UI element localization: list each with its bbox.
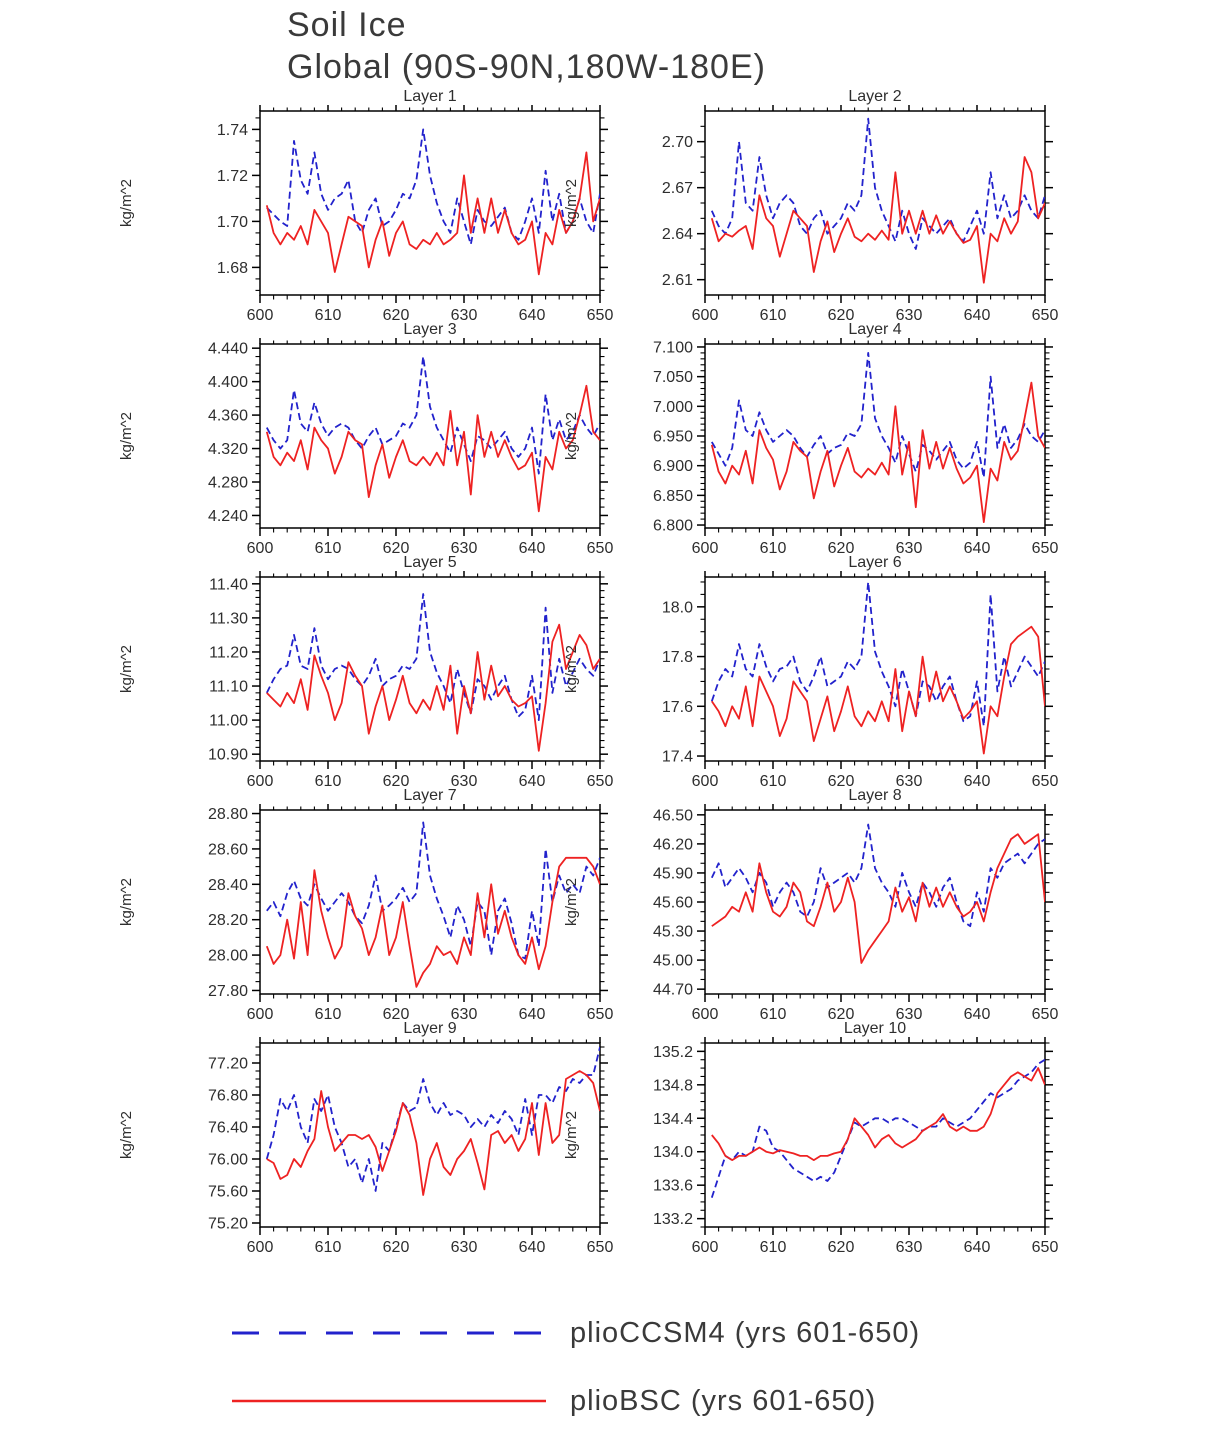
legend-label-plioCCSM4: plioCCSM4 (yrs 601-650) — [570, 1316, 921, 1349]
svg-text:620: 620 — [382, 307, 410, 321]
layer-8-chart — [560, 786, 1065, 1020]
svg-text:610: 610 — [759, 540, 787, 554]
svg-text:75.20: 75.20 — [207, 1215, 248, 1233]
svg-text:28.20: 28.20 — [207, 912, 248, 930]
svg-text:620: 620 — [827, 307, 855, 321]
svg-text:Layer 8: Layer 8 — [848, 787, 902, 804]
svg-text:620: 620 — [827, 1006, 855, 1020]
svg-text:630: 630 — [895, 307, 923, 321]
svg-text:650: 650 — [1031, 540, 1059, 554]
svg-text:4.320: 4.320 — [207, 441, 248, 459]
svg-text:620: 620 — [382, 540, 410, 554]
svg-text:45.60: 45.60 — [652, 894, 693, 912]
svg-text:7.050: 7.050 — [652, 369, 693, 387]
svg-text:650: 650 — [586, 540, 614, 554]
svg-text:610: 610 — [314, 1006, 342, 1020]
svg-text:6.900: 6.900 — [652, 458, 693, 476]
svg-text:2.64: 2.64 — [661, 226, 693, 244]
svg-text:17.8: 17.8 — [661, 649, 693, 667]
svg-text:kg/m^2: kg/m^2 — [563, 179, 580, 227]
svg-text:kg/m^2: kg/m^2 — [563, 645, 580, 693]
svg-text:11.40: 11.40 — [209, 576, 248, 594]
page-title-line1: Soil Ice — [287, 6, 407, 44]
svg-text:Layer 1: Layer 1 — [403, 88, 457, 105]
svg-text:28.80: 28.80 — [207, 806, 248, 824]
svg-text:650: 650 — [586, 1006, 614, 1020]
svg-text:4.280: 4.280 — [207, 474, 248, 492]
svg-text:Layer 6: Layer 6 — [848, 554, 902, 571]
svg-text:630: 630 — [895, 540, 923, 554]
svg-text:4.400: 4.400 — [207, 374, 248, 392]
svg-text:640: 640 — [518, 1006, 546, 1020]
svg-text:650: 650 — [586, 307, 614, 321]
svg-text:134.0: 134.0 — [652, 1144, 693, 1162]
svg-text:134.4: 134.4 — [652, 1110, 693, 1128]
svg-text:600: 600 — [246, 773, 274, 787]
layer-9-chart — [115, 1019, 620, 1253]
svg-text:620: 620 — [382, 1006, 410, 1020]
svg-text:1.72: 1.72 — [216, 167, 248, 185]
svg-text:610: 610 — [759, 307, 787, 321]
svg-text:610: 610 — [314, 1239, 342, 1253]
svg-text:600: 600 — [246, 1006, 274, 1020]
svg-text:6.800: 6.800 — [652, 517, 693, 535]
svg-text:kg/m^2: kg/m^2 — [563, 412, 580, 460]
svg-text:610: 610 — [759, 773, 787, 787]
svg-text:45.90: 45.90 — [652, 865, 693, 883]
legend — [230, 1310, 1130, 1446]
svg-text:620: 620 — [827, 540, 855, 554]
svg-text:630: 630 — [450, 773, 478, 787]
svg-text:650: 650 — [1031, 1006, 1059, 1020]
svg-text:Layer 4: Layer 4 — [848, 321, 902, 338]
svg-text:18.0: 18.0 — [661, 599, 693, 617]
svg-text:620: 620 — [827, 1239, 855, 1253]
layer-2-chart — [560, 87, 1065, 321]
svg-text:28.40: 28.40 — [207, 876, 248, 894]
layer-3-chart — [115, 320, 620, 554]
svg-text:kg/m^2: kg/m^2 — [118, 645, 135, 693]
svg-text:640: 640 — [963, 773, 991, 787]
svg-text:610: 610 — [759, 1239, 787, 1253]
svg-text:630: 630 — [450, 307, 478, 321]
svg-text:650: 650 — [1031, 773, 1059, 787]
svg-text:2.67: 2.67 — [661, 180, 693, 198]
svg-text:650: 650 — [586, 1239, 614, 1253]
legend-label-plioBSC: plioBSC (yrs 601-650) — [570, 1384, 877, 1417]
svg-text:11.20: 11.20 — [209, 644, 248, 662]
svg-text:630: 630 — [895, 773, 923, 787]
svg-text:610: 610 — [314, 540, 342, 554]
svg-text:11.30: 11.30 — [209, 610, 248, 628]
svg-text:7.000: 7.000 — [652, 398, 693, 416]
page-title-line2: Global (90S-90N,180W-180E) — [287, 48, 766, 86]
svg-text:6.950: 6.950 — [652, 428, 693, 446]
layer-7-chart — [115, 786, 620, 1020]
svg-text:6.850: 6.850 — [652, 487, 693, 505]
svg-text:2.70: 2.70 — [661, 134, 693, 152]
svg-text:4.360: 4.360 — [207, 407, 248, 425]
svg-text:11.00: 11.00 — [209, 712, 248, 730]
svg-text:Layer 5: Layer 5 — [403, 554, 457, 571]
svg-text:28.00: 28.00 — [207, 947, 248, 965]
svg-text:600: 600 — [246, 1239, 274, 1253]
svg-text:650: 650 — [1031, 1239, 1059, 1253]
layer-5-chart — [115, 553, 620, 787]
svg-text:640: 640 — [518, 540, 546, 554]
layer-4-chart — [560, 320, 1065, 554]
svg-text:630: 630 — [450, 1006, 478, 1020]
svg-text:620: 620 — [382, 773, 410, 787]
svg-text:kg/m^2: kg/m^2 — [118, 1111, 135, 1159]
svg-text:640: 640 — [963, 1006, 991, 1020]
svg-text:630: 630 — [450, 1239, 478, 1253]
svg-text:kg/m^2: kg/m^2 — [118, 412, 135, 460]
svg-text:600: 600 — [691, 773, 719, 787]
svg-text:45.00: 45.00 — [652, 952, 693, 970]
svg-text:630: 630 — [895, 1006, 923, 1020]
svg-text:630: 630 — [450, 540, 478, 554]
svg-text:4.440: 4.440 — [207, 340, 248, 358]
svg-text:650: 650 — [586, 773, 614, 787]
svg-text:27.80: 27.80 — [207, 982, 248, 1000]
svg-text:600: 600 — [691, 307, 719, 321]
svg-text:Layer 3: Layer 3 — [403, 321, 457, 338]
dashed-line-sample-icon — [230, 1328, 548, 1338]
svg-text:610: 610 — [314, 773, 342, 787]
legend-item-plioBSC — [230, 1378, 1130, 1424]
svg-text:Layer 7: Layer 7 — [403, 787, 457, 804]
svg-text:640: 640 — [518, 307, 546, 321]
svg-text:134.8: 134.8 — [652, 1077, 693, 1095]
svg-text:1.70: 1.70 — [216, 213, 248, 231]
svg-text:77.20: 77.20 — [207, 1055, 248, 1073]
svg-text:4.240: 4.240 — [207, 507, 248, 525]
layer-6-chart — [560, 553, 1065, 787]
page-title — [287, 4, 766, 88]
svg-text:640: 640 — [518, 1239, 546, 1253]
svg-text:1.68: 1.68 — [216, 259, 248, 277]
svg-text:600: 600 — [691, 1006, 719, 1020]
svg-text:kg/m^2: kg/m^2 — [563, 878, 580, 926]
svg-text:17.6: 17.6 — [661, 698, 693, 716]
svg-text:46.20: 46.20 — [652, 836, 693, 854]
svg-text:620: 620 — [827, 773, 855, 787]
svg-text:76.80: 76.80 — [207, 1087, 248, 1105]
svg-text:Layer 2: Layer 2 — [848, 88, 902, 105]
svg-text:kg/m^2: kg/m^2 — [118, 179, 135, 227]
svg-text:610: 610 — [314, 307, 342, 321]
svg-text:640: 640 — [963, 307, 991, 321]
legend-item-plioCCSM4 — [230, 1310, 1130, 1356]
svg-text:620: 620 — [382, 1239, 410, 1253]
svg-text:600: 600 — [246, 307, 274, 321]
svg-text:Layer 9: Layer 9 — [403, 1020, 457, 1037]
svg-text:17.4: 17.4 — [661, 748, 693, 766]
svg-text:75.60: 75.60 — [207, 1183, 248, 1201]
svg-text:76.00: 76.00 — [207, 1151, 248, 1169]
svg-text:11.10: 11.10 — [209, 678, 248, 696]
svg-text:Layer 10: Layer 10 — [843, 1020, 907, 1037]
svg-text:kg/m^2: kg/m^2 — [563, 1111, 580, 1159]
solid-line-sample-icon — [230, 1396, 548, 1406]
layer-10-chart — [560, 1019, 1065, 1253]
svg-text:7.100: 7.100 — [652, 339, 693, 357]
svg-text:610: 610 — [759, 1006, 787, 1020]
svg-text:133.2: 133.2 — [652, 1211, 693, 1229]
svg-text:45.30: 45.30 — [652, 923, 693, 941]
svg-text:630: 630 — [895, 1239, 923, 1253]
svg-text:650: 650 — [1031, 307, 1059, 321]
svg-text:kg/m^2: kg/m^2 — [118, 878, 135, 926]
svg-text:10.90: 10.90 — [207, 746, 248, 764]
svg-text:640: 640 — [518, 773, 546, 787]
svg-text:640: 640 — [963, 540, 991, 554]
svg-text:600: 600 — [246, 540, 274, 554]
svg-text:44.70: 44.70 — [652, 981, 693, 999]
svg-text:133.6: 133.6 — [652, 1177, 693, 1195]
svg-text:28.60: 28.60 — [207, 841, 248, 859]
svg-text:600: 600 — [691, 540, 719, 554]
svg-text:76.40: 76.40 — [207, 1119, 248, 1137]
svg-text:46.50: 46.50 — [652, 807, 693, 825]
svg-text:640: 640 — [963, 1239, 991, 1253]
svg-text:2.61: 2.61 — [661, 272, 693, 290]
svg-text:1.74: 1.74 — [216, 121, 248, 139]
svg-text:600: 600 — [691, 1239, 719, 1253]
svg-text:135.2: 135.2 — [652, 1043, 693, 1061]
layer-1-chart — [115, 87, 620, 321]
